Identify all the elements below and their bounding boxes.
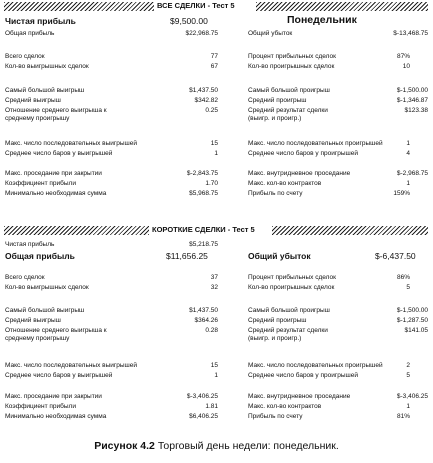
title-hatch-left: [4, 226, 149, 235]
stat-label: Макс. число последовательных выигрышей: [5, 362, 138, 369]
stat-label: Макс. проседание при закрытии: [5, 393, 102, 400]
stat-value: 32: [210, 284, 218, 291]
stat-value: $6,406.25: [189, 413, 218, 420]
title-hatch-right: [256, 2, 428, 11]
stat-value: $342.82: [194, 97, 218, 104]
panel-title: КОРОТКИЕ СДЕЛКИ - Тест 5: [152, 225, 255, 234]
stat-value: 5: [406, 372, 410, 379]
stat-value: 1: [406, 180, 410, 187]
stat-label: Процент прибыльных сделок: [248, 274, 336, 281]
stat-label: Самый большой проигрыш: [248, 307, 330, 314]
stat-value: 1.81: [205, 403, 218, 410]
stat-value: $22,968.75: [185, 30, 218, 37]
stat-value: $-1,500.00: [396, 307, 428, 314]
stat-label: Отношение среднего выигрыша к среднему проигрышу: [5, 327, 107, 342]
stat-value: 159%: [393, 190, 410, 197]
stat-label: Самый большой выигрыш: [5, 87, 85, 94]
net-profit-value: $5,218.75: [189, 241, 218, 248]
stat-label: Среднее число баров у проигрышей: [248, 372, 358, 379]
stat-label: Процент прибыльных сделок: [248, 53, 336, 60]
gross-loss-value: $-6,437.50: [375, 251, 416, 261]
stat-label: Средний проигрыш: [248, 97, 307, 104]
stat-value: 87%: [396, 53, 410, 60]
stat-label: Макс. внутридневное проседание: [248, 170, 351, 177]
panel-title: ВСЕ СДЕЛКИ - Тест 5: [157, 1, 235, 10]
stat-label: Общий убыток: [248, 30, 293, 37]
stat-label: Средний проигрыш: [248, 317, 307, 324]
stat-label: Средний выигрыш: [5, 317, 61, 324]
stat-label: Макс. число последовательных выигрышей: [5, 140, 138, 147]
stat-value: $-3,406.25: [396, 393, 428, 400]
figure-number: Рисунок 4.2: [94, 440, 155, 452]
net-profit-label: Чистая прибыль: [5, 241, 55, 248]
stat-value: $-2,968.75: [396, 170, 428, 177]
gross-loss-label: Общий убыток: [248, 251, 311, 261]
stat-value: $1,437.50: [189, 87, 218, 94]
stat-label: Прибыль по счету: [248, 190, 303, 197]
stat-label: Кол-во выигрышных сделок: [5, 63, 89, 70]
stat-label: Коэффициент прибыли: [5, 403, 76, 410]
stat-value: 81%: [396, 413, 410, 420]
stat-value: 1: [214, 372, 218, 379]
stat-label: Отношение среднего выигрыша к среднему проигрышу: [5, 107, 107, 122]
stat-value: $-1,500.00: [396, 87, 428, 94]
stat-value: $-2,843.75: [186, 170, 218, 177]
stat-label: Кол-во проигрышных сделок: [248, 284, 335, 291]
net-profit-label: Чистая прибыль: [5, 16, 76, 26]
stat-value: 1.70: [205, 180, 218, 187]
stat-value: $-3,406.25: [186, 393, 218, 400]
stat-label: Макс. внутридневное проседание: [248, 393, 351, 400]
stat-value: 5: [406, 284, 410, 291]
stat-label: Средний результат сделки (выигр. и проигр.): [248, 107, 328, 122]
stat-value: $364.26: [194, 317, 218, 324]
stat-value: 1: [214, 150, 218, 157]
stat-label: Прибыль по счету: [248, 413, 303, 420]
stat-value: 37: [210, 274, 218, 281]
stat-value: 15: [210, 140, 218, 147]
gross-profit-label: Общая прибыль: [5, 251, 75, 261]
title-hatch-left: [4, 2, 154, 11]
stat-label: Средний выигрыш: [5, 97, 61, 104]
stat-value: 15: [210, 362, 218, 369]
stat-label: Кол-во выигрышных сделок: [5, 284, 89, 291]
stat-value: 0.28: [205, 327, 218, 334]
stat-value: 1: [406, 403, 410, 410]
stat-value: $-13,468.75: [393, 30, 428, 37]
stat-value: $123.38: [404, 107, 428, 114]
stat-value: $141.05: [404, 327, 428, 334]
stat-value: 67: [210, 63, 218, 70]
stat-label: Всего сделок: [5, 53, 45, 60]
net-profit-value: $9,500.00: [170, 16, 208, 26]
stat-value: 77: [210, 53, 218, 60]
stat-value: $5,968.75: [189, 190, 218, 197]
stat-label: Макс. число последовательных проигрышей: [248, 362, 383, 369]
stat-value: 10: [402, 63, 410, 70]
stat-value: $-1,346.87: [396, 97, 428, 104]
stat-value: $1,437.50: [189, 307, 218, 314]
stat-label: Минимально необходимая сумма: [5, 413, 107, 420]
stat-label: Общая прибыль: [5, 30, 55, 37]
stat-value: 2: [406, 362, 410, 369]
stat-label: Кол-во проигрышных сделок: [248, 63, 335, 70]
stat-label: Макс. число последовательных проигрышей: [248, 140, 383, 147]
gross-profit-value: $11,656.25: [166, 251, 208, 261]
stat-label: Среднее число баров у проигрышей: [248, 150, 358, 157]
stat-label: Макс. проседание при закрытии: [5, 170, 102, 177]
stat-value: 86%: [396, 274, 410, 281]
stat-label: Макс. кол-во контрактов: [248, 403, 322, 410]
figure-caption: [0, 440, 433, 452]
stat-label: Коэффициент прибыли: [5, 180, 76, 187]
stat-label: Средний результат сделки (выигр. и проигр.): [248, 327, 328, 342]
stat-label: Самый большой выигрыш: [5, 307, 85, 314]
stat-value: 4: [406, 150, 410, 157]
stat-value: 1: [406, 140, 410, 147]
stat-label: Всего сделок: [5, 274, 45, 281]
stat-label: Среднее число баров у выигрышей: [5, 372, 113, 379]
stat-value: 0.25: [205, 107, 218, 114]
stat-label: Среднее число баров у выигрышей: [5, 150, 113, 157]
stat-value: $-1,287.50: [396, 317, 428, 324]
title-hatch-right: [272, 226, 428, 235]
weekday-heading: Понедельник: [287, 14, 357, 26]
figure-caption-text: Торговый день недели: понедельник.: [157, 440, 339, 452]
stat-label: Макс. кол-во контрактов: [248, 180, 322, 187]
stat-label: Самый большой проигрыш: [248, 87, 330, 94]
stat-label: Минимально необходимая сумма: [5, 190, 107, 197]
